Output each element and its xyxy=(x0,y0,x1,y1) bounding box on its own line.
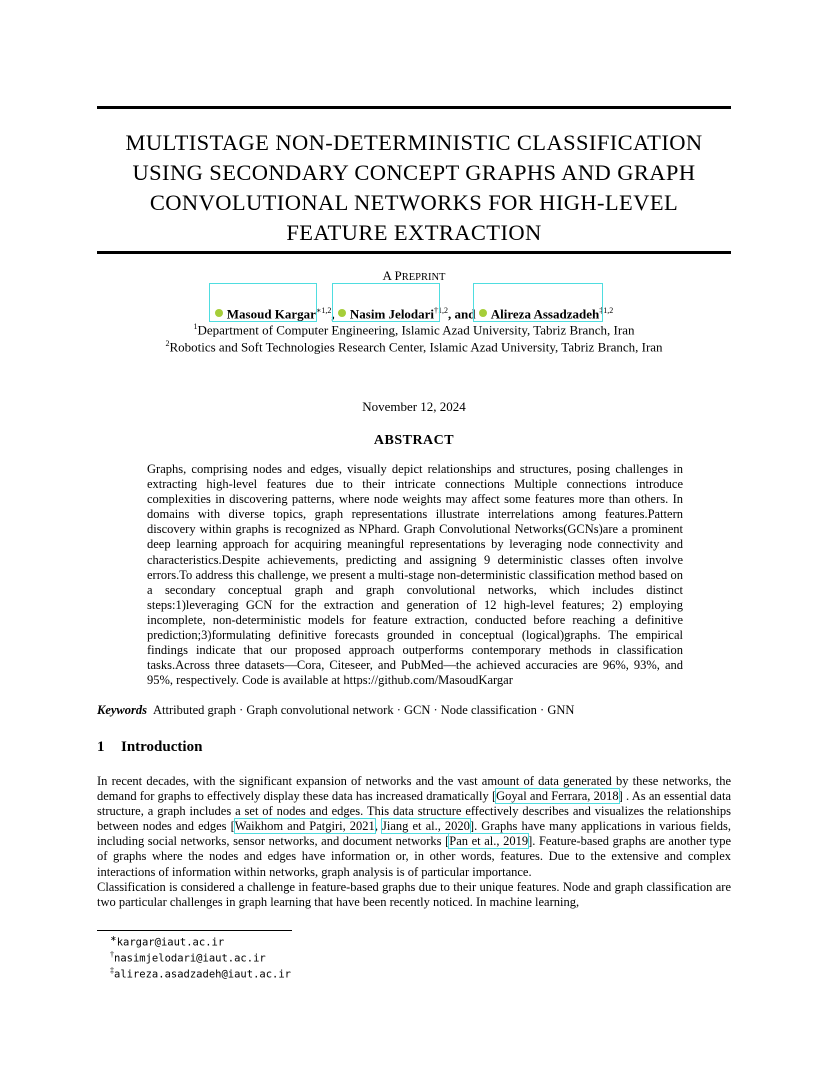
citation-link[interactable]: Pan et al., 2019 xyxy=(449,834,529,849)
citation-link[interactable]: Jiang et al., 2020 xyxy=(382,819,470,834)
orcid-icon[interactable] xyxy=(479,309,487,317)
orcid-icon[interactable] xyxy=(215,309,223,317)
footnote-3: ‡alireza.asadzadeh@iaut.ac.ir xyxy=(110,966,292,981)
title-rule-bottom xyxy=(97,251,731,254)
title-line: FEATURE EXTRACTION xyxy=(286,220,542,245)
author-list xyxy=(97,306,731,322)
affiliation-1: $^1$Department of Computer Engineering, Islamic Azad University, Tabriz Branch, Iran xyxy=(193,322,635,338)
footnote-email: kargar@iaut.ac.ir xyxy=(116,936,225,949)
author-separator: , xyxy=(331,306,338,322)
author-separator: , and xyxy=(448,306,479,322)
author-nasim-jelodari[interactable]: Nasim Jelodari$^{\dagger 1,2}$ xyxy=(338,306,448,322)
keywords xyxy=(97,703,731,718)
section-title: Introduction xyxy=(121,739,203,755)
abstract-body: Graphs, comprising nodes and edges, visually depict relationships and structures, posing challenges in extracting high-level features due to their intricate connections Multiple connections introduce complexities in discovering patterns, where node weights may affect some features more than others. In domains with diverse topics, graph representations illustrate interrelations among features.Pattern discovery within graphs is recognized as NPhard. Graph Convolutional Networks(GCNs)are a prominent deep learning approach for acquiring meaningful representations by leveraging node connectivity and characteristics.Despite achievements, predicting and assigning 9 deterministic classes often involve errors.To address this challenge, we present a multi-stage non-deterministic classification method based on a secondary conceptual graph and graph convolutional networks, which includes distinct steps:1)leveraging GCN for the extraction and generation of 12 high-level features; 2) employing incomplete, non-deterministic models for feature extraction, conducted before reaching a definitive prediction;3)formulating definitive forecasts grounded in conceptual (logical)graphs. The empirical findings indicate that our proposed approach outperforms contemporary methods in classification tasks.Across three datasets—Cora, Citeseer, and PubMed—the achieved accuracies are 96%, 93%, and 95%, respectively. Code is available at https://github.com/MasoudKargar xyxy=(147,462,683,688)
title-rule-top xyxy=(97,106,731,109)
publication-date: November 12, 2024 xyxy=(362,399,466,414)
author-alireza-assadzadeh[interactable]: Alireza Assadzadeh$^{\ddagger 1,2}$ xyxy=(479,306,613,322)
footnote-rule xyxy=(97,930,292,931)
affiliation-2: $^2$Robotics and Soft Technologies Research Center, Islamic Azad University, Tabriz Branch, Iran xyxy=(165,339,663,355)
section-heading xyxy=(97,739,202,756)
title-line: MULTISTAGE NON-DETERMINISTIC CLASSIFICATION xyxy=(125,130,703,155)
footnote-email: alireza.asadzadeh@iaut.ac.ir xyxy=(114,968,292,981)
footnote-email: nasimjelodari@iaut.ac.ir xyxy=(114,952,266,965)
intro-paragraph-2: Classification is considered a challenge in feature-based graphs due to their unique features. Node and graph classification are two particular challenges in graph learning that have been recently noticed. In machine learning, xyxy=(97,879,731,909)
keywords-label: Keywords xyxy=(97,703,147,717)
orcid-icon[interactable] xyxy=(338,309,346,317)
abstract-heading: ABSTRACT xyxy=(373,433,455,448)
paper-title xyxy=(97,128,731,248)
citation-link[interactable]: Goyal and Ferrara, 2018 xyxy=(496,789,619,804)
citation-link[interactable]: Waikhom and Patgiri, 2021 xyxy=(234,819,375,834)
footnote-1: ∗kargar@iaut.ac.ir xyxy=(110,934,225,949)
preprint-label: A PREPRINT xyxy=(382,268,446,283)
intro-paragraph-1: In recent decades, with the significant expansion of networks and the vast amount of data generated by these networks, the demand for graphs to effectively display these data has increased dramatically [Goyal and Ferrara, 2018] . As an essential data structure, a graph includes a set of nodes and edges. This data structure effectively describes and visualizes the relationships between nodes and edges [Waikhom and Patgiri, 2021, Jiang et al., 2020]. Graphs have many applications in various fields, including social networks, sensor networks, and document networks [Pan et al., 2019]. Feature-based graphs are another type of graphs where the nodes and edges have information or, in other words, features. Due to the extensive and complex interactions of information within networks, graph analysis is of particular importance. xyxy=(97,774,732,879)
title-line: CONVOLUTIONAL NETWORKS FOR HIGH-LEVEL xyxy=(149,190,679,215)
section-number: 1 xyxy=(97,739,105,755)
footnote-2: †nasimjelodari@iaut.ac.ir xyxy=(110,950,266,965)
keywords-list: Attributed graph · Graph convolutional network · GCN · Node classification · GNN xyxy=(153,703,575,717)
title-line: USING SECONDARY CONCEPT GRAPHS AND GRAPH xyxy=(132,160,696,185)
introduction-body xyxy=(97,774,731,910)
author-masoud-kargar[interactable]: Masoud Kargar$^{∗1,2}$ xyxy=(215,306,332,322)
